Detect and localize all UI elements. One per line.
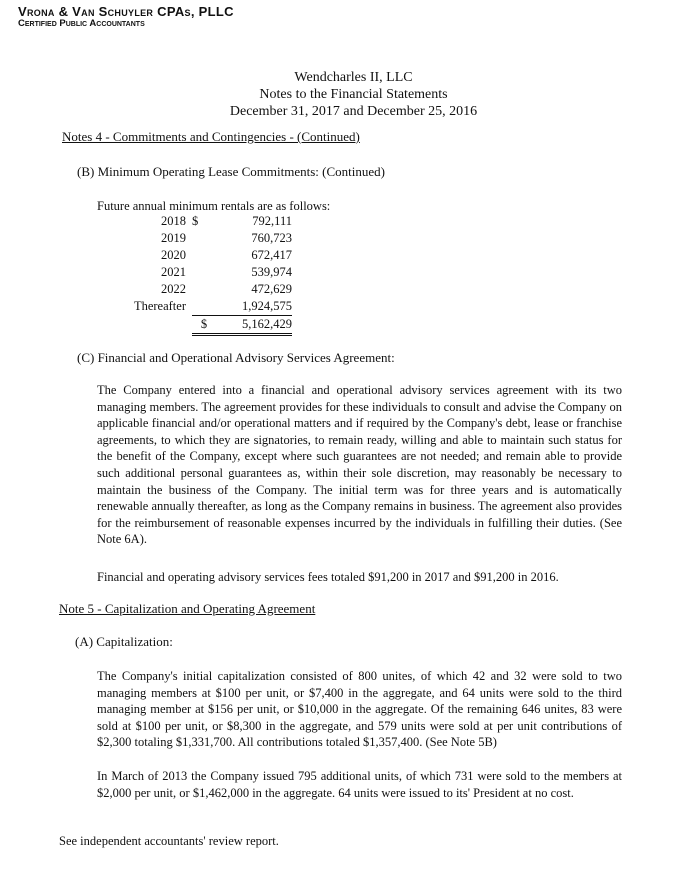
rental-amount: 672,417: [251, 248, 292, 262]
note4-heading: Notes 4 - Commitments and Contingencies - (Continued): [62, 129, 360, 144]
rental-currency: $: [192, 214, 199, 228]
capitalization-paragraph: The Company's initial capitalization consisted of 800 unites, of which 42 and 32 were sold to two managing members at $100 per unit, or $7,400 in the aggregate, and 64 units were sold to the third managing member at $156 per unit, or $10,000 in the aggregate. Of the remaining 646 unites, 83 were sold at $100 per unit, or $8,300 in the aggregate, and 579 units were sold at per unit contributions of $2,300 totaling $1,331,700. All contributions totaled $1,357,400. (See Note 5B): [97, 669, 622, 750]
rental-amount: 472,629: [251, 282, 292, 296]
table-row: [125, 247, 292, 264]
advisory-agreement-paragraph: The Company entered into a financial and operational advisory services agreement with its two managing members. The agreement provides for these individuals to consult and advise the Company on applicable financial and/or operational matters and if required by the Company's debt, lease or franchise agreements, to which they are signatories, to remain ready, willing and able to maintain such status for the benefit of the Company, except where such guarantees are not needed; and remain able to provide such additional personal guarantees as, within their sole discretion, may reasonably be necessary to maintain the business of the Company. The initial term was for three years and is automatically renewable annually thereafter, as long as the Company remains in business. The agreement also provides for the reimbursement of reasonable expenses incurred by the individuals in fulfilling their duties. (See Note 6A).: [97, 383, 622, 547]
period: December 31, 2017 and December 25, 2016: [229, 104, 478, 119]
total-currency: $: [192, 316, 216, 335]
rental-amount: 539,974: [251, 265, 292, 279]
rental-year: 2022: [161, 282, 186, 296]
rental-year: Thereafter: [133, 299, 186, 314]
total-row: [125, 316, 292, 335]
rental-currency: [192, 264, 216, 281]
note4-section-b-heading: (B) Minimum Operating Lease Commitments: (Continued): [77, 164, 385, 179]
rental-currency: [192, 230, 216, 247]
statement-header: [0, 69, 697, 120]
minimum-rentals-table: [125, 213, 292, 336]
rental-year: 2020: [161, 248, 186, 262]
table-row: [125, 264, 292, 281]
rental-amount: 1,924,575: [216, 298, 292, 316]
review-report-footer: See independent accountants' review report.: [59, 834, 279, 848]
additional-units-paragraph: In March of 2013 the Company issued 795 additional units, of which 731 were sold to the members at $2,000 per unit, or $1,462,000 in the aggregate. 64 units were issued to its' President at no cost.: [97, 769, 622, 800]
note5-section-a-heading: (A) Capitalization:: [75, 634, 173, 649]
rental-amount: 760,723: [251, 231, 292, 245]
table-row: [125, 281, 292, 298]
total-amount: 5,162,429: [216, 316, 292, 335]
firm-subtitle: Certified Public Accountants: [18, 18, 145, 29]
rental-currency: [192, 247, 216, 264]
company-name: Wendcharles II, LLC: [294, 70, 413, 85]
table-row: [125, 298, 292, 316]
rentals-intro: Future annual minimum rentals are as follows:: [97, 199, 331, 213]
rental-year: 2021: [161, 265, 186, 279]
rental-currency: [192, 298, 216, 316]
rental-year: 2019: [161, 231, 186, 245]
note5-heading: Note 5 - Capitalization and Operating Agreement: [59, 601, 316, 616]
rental-amount: 792,111: [252, 214, 292, 228]
table-row: [125, 213, 292, 230]
advisory-fees-paragraph: Financial and operating advisory services fees totaled $91,200 in 2017 and $91,200 in 2016.: [97, 570, 559, 584]
document-title: Notes to the Financial Statements: [259, 87, 448, 102]
letterhead: [18, 4, 234, 29]
rental-year: 2018: [161, 214, 186, 228]
note4-section-c-heading: (C) Financial and Operational Advisory Services Agreement:: [77, 350, 395, 365]
rental-currency: [192, 281, 216, 298]
firm-name: Vrona & Van Schuyler CPAs, PLLC: [18, 4, 234, 19]
table-row: [125, 230, 292, 247]
